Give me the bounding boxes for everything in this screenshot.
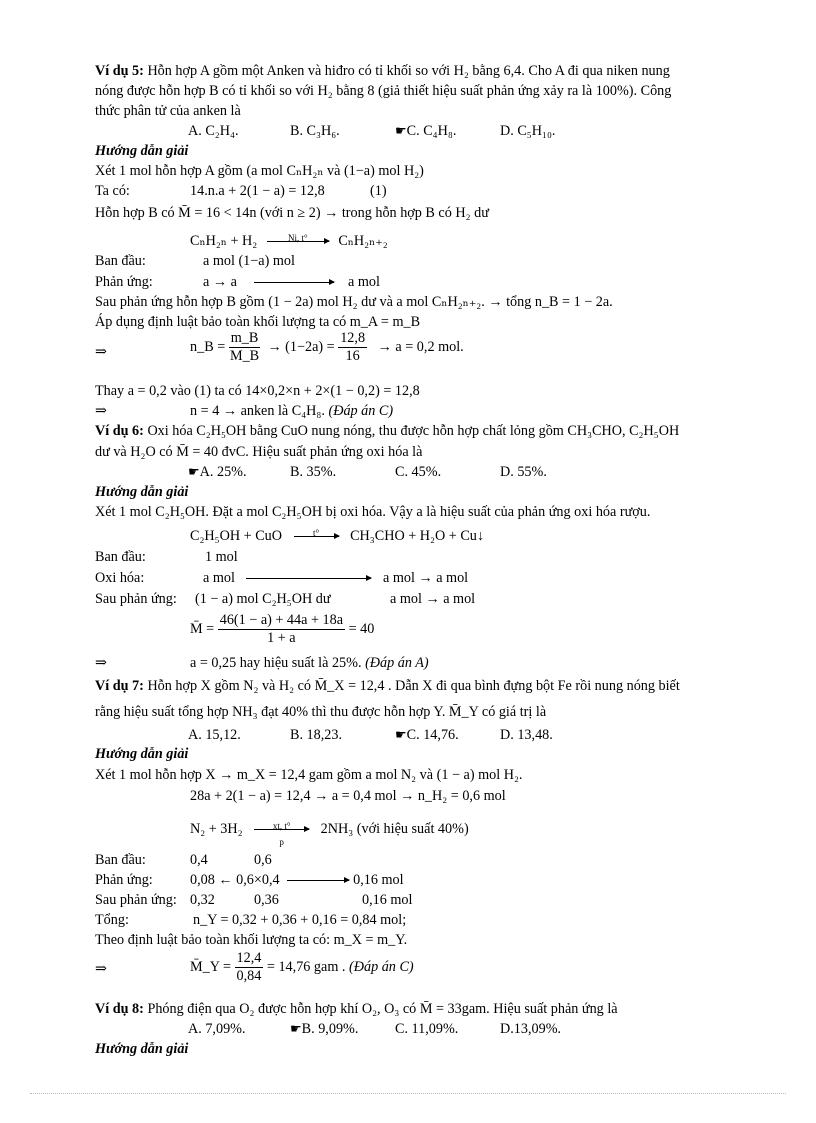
example-6-initial-values: 1 mol [205,549,238,565]
example-7-after-h2: 0,36 [254,892,279,908]
example-8-label: Ví dụ 8: [95,1001,144,1017]
example-5-answer: (Đáp án C) [328,403,394,419]
example-6-oxidize-label: Oxi hóa: [95,570,145,586]
example-7-result-eq: M̄_Y = $\frac{12,4}{0,84}$ = 14,76 gam . (Đáp án C) [190,950,414,984]
example-5-reaction: CₙH₂ₙ + H₂ Ni, t° CₙH₂ₙ₊₂ [190,232,388,250]
example-6-reaction: C₂H₅OH + CuO t° CH₃CHO + H₂O + Cu↓ [190,527,484,545]
example-7-conservation: Theo định luật bảo toàn khối lượng ta có: m_X = m_Y. [95,932,408,948]
answer-mark-icon: ☛ [290,1021,302,1036]
answer-mark-icon: ☛ [188,464,200,479]
example-6-option-d: D. 55%. [500,464,547,480]
example-6-option-c: C. 45%. [395,464,442,480]
example-6-implies: ⇒ [95,655,107,671]
example-5-option-b: B. C₃H₆. [290,123,340,139]
example-5-result: n = 4 → anken là C₄H₈. (Đáp án C) [190,403,394,419]
example-7-step-1: Xét 1 mol hỗn hợp X → m_X = 12,4 gam gồm a mol N₂ và (1 − a) mol H₂. [95,767,523,783]
example-6-oxidize-values: a mol a mol → a mol [203,570,469,586]
example-6-after-label: Sau phản ứng: [95,591,177,607]
example-7-reaction: N₂ + 3H₂ xt, t° p 2NH₃ (với hiệu suất 40%) [190,820,469,838]
fraction-molar-mass: $\frac{46(1 - a) + 44a + 18a}{1 + a}$ [219,612,344,646]
example-7-after-label: Sau phản ứng: [95,892,177,908]
example-5-step-3: Hỗn hợp B có M̄ = 16 < 14n (với n ≥ 2) → trong hỗn hợp B có H₂ dư [95,205,489,221]
example-6-after-values: (1 − a) mol C₂H₅OH dư [195,591,331,607]
example-5-label: Ví dụ 5: [95,63,144,79]
example-5-line-2: nóng được hỗn hợp B có tỉ khối so với H₂ bằng 8 (giả thiết hiệu suất phản ứng xảy ra là 100%). Công [95,83,672,99]
reaction-condition: xt, t° [272,821,291,832]
example-5-implies-2: ⇒ [95,403,107,419]
example-5-reacted-label: Phản ứng: [95,274,153,290]
example-8-guide-heading: Hướng dẫn giải [95,1041,189,1057]
example-5-option-d: D. C₅H₁₀. [500,123,556,139]
example-5-fraction-eq: n_B = $\frac{m\_B}{M\_B}$ → (1−2a) = $\frac{12,8}{16}$ → a = 0,2 mol. [190,330,464,364]
example-6-after-products: a mol → a mol [390,591,476,607]
example-5-line-1: Ví dụ 5: Hỗn hợp A gồm một Anken và hiđro có tỉ khối so với H₂ bằng 6,4. Cho A đi qua niken nung [95,63,670,79]
example-7-line-1: Ví dụ 7: Hỗn hợp X gồm N₂ và H₂ có M̄_X = 12,4 . Dẫn X đi qua bình đựng bột Fe rồi nung nóng biết [95,678,680,694]
example-8-option-b: ☛B. 9,09%. [290,1021,359,1037]
fraction-value: $\frac{12,8}{16}$ [340,330,366,364]
example-5-step-2-eq: 14.n.a + 2(1 − a) = 12,8 [190,183,325,199]
example-7-option-d: D. 13,48. [500,727,553,743]
example-5-implies-1: ⇒ [95,344,107,360]
example-6-result: a = 0,25 hay hiệu suất là 25%. (Đáp án A) [190,655,429,671]
example-6-label: Ví dụ 6: [95,423,144,439]
example-8-option-c: C. 11,09%. [395,1021,459,1037]
example-7-option-b: B. 18,23. [290,727,343,743]
example-5-step-1: Xét 1 mol hỗn hợp A gồm (a mol CₙH₂ₙ và (1−a) mol H₂) [95,163,424,179]
example-7-initial-label: Ban đầu: [95,852,146,868]
example-6-initial-label: Ban đầu: [95,549,146,565]
example-6-option-b: B. 35%. [290,464,337,480]
example-5-step-conservation: Áp dụng định luật bảo toàn khối lượng ta có m_A = m_B [95,314,421,330]
example-5-step-2-num: (1) [370,183,387,199]
example-5-line-3: thức phân tử của anken là [95,103,241,119]
example-7-step-2: 28a + 2(1 − a) = 12,4 → a = 0,4 mol → n_H₂ = 0,6 mol [190,788,506,804]
example-6-line-1: Ví dụ 6: Oxi hóa C₂H₅OH bằng CuO nung nóng, thu được hỗn hợp chất lỏng gồm CH₃CHO, C₂H₅OH [95,423,680,439]
example-7-label: Ví dụ 7: [95,678,144,694]
example-7-total-values: n_Y = 0,32 + 0,36 + 0,16 = 0,84 mol; [193,912,407,928]
reaction-condition-below: p [279,837,284,848]
example-7-initial-n2: 0,4 [190,852,208,868]
example-5-initial-label: Ban đầu: [95,253,146,269]
example-8-option-d: D.13,09%. [500,1021,562,1037]
example-7-guide-heading: Hướng dẫn giải [95,746,189,762]
example-6-step-1: Xét 1 mol C₂H₅OH. Đặt a mol C₂H₅OH bị oxi hóa. Vậy a là hiệu suất của phản ứng oxi hóa rượu. [95,504,651,520]
example-6-guide-heading: Hướng dẫn giải [95,484,189,500]
example-6-molar-mass-eq: M̄ = $\frac{46(1 - a) + 44a + 18a}{1 + a}$ = 40 [190,612,375,646]
example-5-option-a: A. C₂H₄. [188,123,239,139]
example-7-reacted-values: 0,08 ← 0,6×0,4 0,16 mol [190,872,404,888]
example-5-reacted-values: a → a a mol [203,274,380,290]
example-6-option-a: ☛A. 25%. [188,464,247,480]
example-6-answer: (Đáp án A) [365,655,429,671]
example-5-initial-values: a mol (1−a) mol [203,253,295,269]
example-8-option-a: A. 7,09%. [188,1021,246,1037]
example-5-step-after: Sau phản ứng hỗn hợp B gồm (1 − 2a) mol H₂ dư và a mol CₙH₂ₙ₊₂. → tổng n_B = 1 − 2a. [95,294,613,310]
page-bottom-divider [30,1093,786,1094]
fraction-result: $\frac{12,4}{0,84}$ [236,950,262,984]
example-7-implies: ⇒ [95,961,107,977]
example-7-after-n2: 0,32 [190,892,215,908]
answer-mark-icon: ☛ [395,123,407,138]
fraction-mass: $\frac{m\_B}{M\_B}$ [229,330,260,364]
example-7-after-nh3: 0,16 mol [362,892,413,908]
example-5-guide-heading: Hướng dẫn giải [95,143,189,159]
example-5-step-2-label: Ta có: [95,183,130,199]
example-7-option-c: ☛C. 14,76. [395,727,459,743]
example-7-line-2: rằng hiệu suất tổng hợp NH₃ đạt 40% thì thu được hỗn hợp Y. M̄_Y có giá trị là [95,704,547,720]
example-5-substitute: Thay a = 0,2 vào (1) ta có 14×0,2×n + 2×(1 − 0,2) = 12,8 [95,383,420,399]
example-8-line-1: Ví dụ 8: Phóng điện qua O₂ được hỗn hợp khí O₂, O₃ có M̄ = 33gam. Hiệu suất phản ứng là [95,1001,618,1017]
example-5-option-c: ☛C. C₄H₈. [395,123,457,139]
example-7-total-label: Tổng: [95,912,129,928]
example-7-reacted-label: Phản ứng: [95,872,153,888]
reaction-condition: t° [312,528,320,539]
answer-mark-icon: ☛ [395,727,407,742]
example-7-answer: (Đáp án C) [349,958,414,975]
example-7-option-a: A. 15,12. [188,727,241,743]
example-7-initial-h2: 0,6 [254,852,272,868]
reaction-condition: Ni, t° [287,233,308,244]
example-6-line-2: dư và H₂O có M̄ = 40 đvC. Hiệu suất phản ứng oxi hóa là [95,444,423,460]
